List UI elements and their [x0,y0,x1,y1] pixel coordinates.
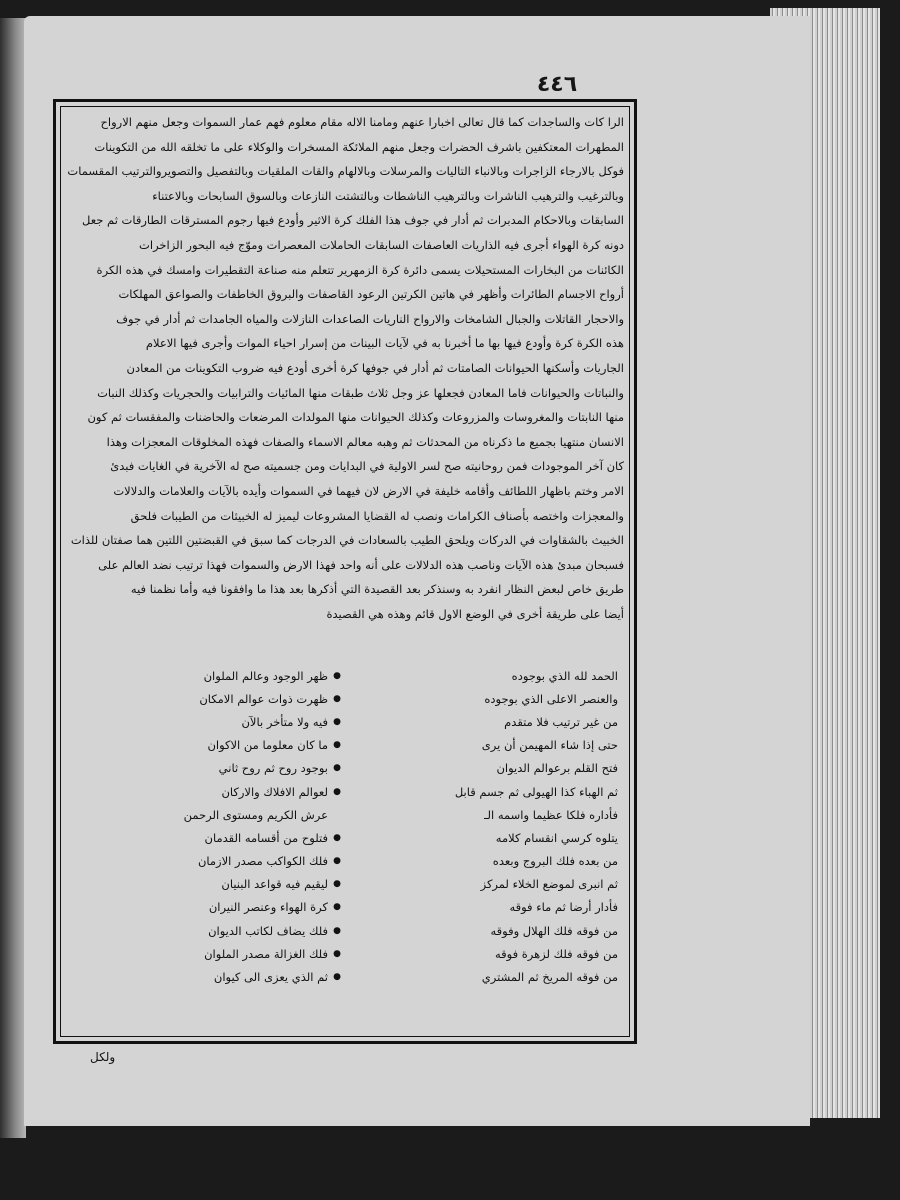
second-hemistich: ظهر الوجود وعالم الملوان [203,668,328,683]
second-hemistich: فلك يضاف لكاتب الديوان [208,923,328,938]
prose-line: وبالترغيب والترهيب الناشرات وبالترهيب الناشطات وبالتشتت النازعات وبالسوق السابحات وبالاعتناء [152,188,624,203]
poem-verse [78,757,618,780]
prose-line: أرواح الاجسام الطائرات وأظهر في هاتين الكرتين الرعود القاصفات والبروق الخاطفات والصواعق المهلكات [118,287,624,302]
second-hemistich: لعوالم الافلاك والاركان [221,784,328,799]
poem-verse [78,664,618,687]
first-hemistich: فأدار أرضا ثم ماء فوقه [509,900,618,915]
first-hemistich: من فوقه فلك الهلال وفوقه [490,923,618,938]
poem [78,664,618,1036]
verse-separator: ● [333,786,341,797]
poem-verse [78,942,618,965]
verse-separator: ● [333,670,341,681]
poem-verse [78,826,618,849]
verse-separator: ● [333,740,341,751]
first-hemistich: ثم الهباء كذا الهيولى ثم جسم قابل [454,784,618,799]
first-hemistich: ثم انبرى لموضع الخلاء لمركز [480,877,618,892]
prose-line: هذه الكرة كرة وأودع فيها بها ما أخبرنا به في لآيات البينات من إسرار احياء الموات وأجرى فيها الاعلام [145,336,624,351]
poem-verse [78,873,618,896]
second-hemistich: بوجود روح ثم روح ثاني [218,761,328,776]
prose-line: والنباتات والحيوانات فاما المعادن فجعلها عز وجل ثلاث طبقات منها المائيات والترابيات والحجريات وكذلك النبات [97,385,624,400]
prose-line: طريق خاص لبعض النظار انفرد به وسنذكر بعد القصيدة التي أذكرها بعد هذا ما وافقونا فيه وأما نظمنا فيه [130,582,624,597]
prose-line: والاحجار القاتلات والجبال الشامخات والارواح الناريات الصاعدات النازلات والمياه الجامدات ثم أدار في جوف [116,311,624,326]
second-hemistich: فلك الكواكب مصدر الازمان [197,854,328,869]
verse-separator: ● [333,925,341,936]
first-hemistich: فأداره فلكا عظيما واسمه الـ [484,807,618,822]
verse-separator: ● [333,972,341,983]
prose-line: المطهرات المعتكفين باشرف الحضرات وجعل منهم الملائكة المسخرات والوكلاء على ما تخلقه الله من التكوينات [94,139,624,154]
second-hemistich: فتلوح من أقسامه القدمان [204,830,328,845]
prose-line: والمعجزات واختصه بأصناف الكرامات ونصب له القضايا المشروعات ليميز له الخبيثات من الطيبات فلحق [130,508,624,523]
poem-verse [78,803,618,826]
prose-line: منها النابتات والمغروسات والمزروعات وكذلك الحيوانات منها المولدات المرضعات والحاضنات والمفقسات ثم كون [87,410,624,425]
poem-verse [78,919,618,942]
catchword: ولكل [90,1050,116,1064]
verse-separator: ● [333,879,341,890]
first-hemistich: من بعده فلك البروج وبعده [492,854,618,869]
first-hemistich: الحمد لله الذي بوجوده [511,668,618,683]
prose-line: كان آخر الموجودات فمن روحانيته صح لسر الاولية في البدايات ومن جسميته صح له الآخرية في الغايات فبدئ [110,459,624,474]
second-hemistich: ليقيم فيه قواعد البنيان [221,877,328,892]
page-number: ٤٤٦ [536,72,578,97]
verse-separator: ● [333,832,341,843]
verse-separator: ● [333,716,341,727]
first-hemistich: حتى إذا شاء المهيمن أن يرى [481,738,618,753]
poem-verse [78,734,618,757]
poem-verse [78,687,618,710]
verse-separator: ● [333,693,341,704]
poem-verse [78,780,618,803]
prose-line: السابقات وبالاحكام المدبرات ثم أدار في جوف هذا الفلك كرة الاثير وأودع فيها رجوم المسترقات الطارقات ثم جعل [82,213,624,228]
poem-verse [78,850,618,873]
first-hemistich: يتلوه كرسي انقسام كلامه [495,830,618,845]
prose-line: فسبحان مبدئ هذه الآيات وناصب هذه الدلالات على أنه واحد فهذا الارض والسموات فهذا ترتيب نضد العالم على [98,557,624,572]
first-hemistich: من غير ترتيب فلا متقدم [504,714,618,729]
poem-verse [78,896,618,919]
second-hemistich: عرش الكريم ومستوى الرحمن [183,807,328,822]
prose-body [66,110,624,666]
prose-line: الخبيث بالشقاوات في الدركات ويلحق الطيب بالسعادات في الدرجات كما سبق في القبضتين اللتين هما صفتان للذات [70,533,624,548]
verse-separator: ● [333,856,341,867]
prose-line: الانسان منتهيا بجميع ما ذكرناه من المحدثات ثم وهبه معالم الاسماء والصفات فهذه المخلوقات المعجزات وهذا [106,434,624,449]
second-hemistich: كرة الهواء وعنصر النيران [208,900,328,915]
prose-line: دونه كرة الهواء أجرى فيه الذاريات العاصفات السابقات الحاملات المعصرات وموّج فيه البحور الزاخرات [139,237,624,252]
prose-line: فوكل بالارجاء الزاجرات وبالانباء التاليات والمرسلات وبالالهام والقات الملقيات وبالتفصيل والتصويروالترتيب المقسمات [67,164,624,179]
verse-separator: ● [333,948,341,959]
prose-line: الرا كات والساجدات كما قال تعالى اخبارا عنهم ومامنا الاله مقام معلوم فهم عمار السموات وجعل منهم الارواح [100,115,624,129]
second-hemistich: ظهرت ذوات عوالم الامكان [199,691,328,706]
first-hemistich: فتح القلم برعوالم الديوان [496,761,618,776]
facing-page-edge [0,18,26,1138]
second-hemistich: ثم الذي يعزى الى كيوان [213,970,328,985]
prose-line: الجاريات وأسكنها الحيوانات الصامتات ثم أدار في جوفها كرة أخرى أودع فيه ضروب التكوينات من المعادن [126,360,624,375]
poem-verse [78,710,618,733]
poem-verse [78,965,618,988]
prose-line: الامر وختم باظهار اللطائف وأقامه خليفة في الارض لان فيهما في السموات وأيده بالآيات والعلامات والدلالات [113,483,624,498]
prose-line: أيضا على طريقة أخرى في الوضع الاول قائم وهذه هي القصيدة [326,606,624,621]
first-hemistich: من فوقه المريخ ثم المشتري [481,970,618,985]
verse-separator: ● [333,902,341,913]
first-hemistich: والعنصر الاعلى الذي بوجوده [484,691,618,706]
first-hemistich: من فوقه فلك لزهرة فوقه [494,946,618,961]
prose-line: الكائنات من البخارات المستحيلات يسمى دائرة كرة الزمهرير تتعلم منه صناعة التقطيرات وامسك في هذه الكرة [96,262,624,277]
verse-separator: ● [333,763,341,774]
second-hemistich: ما كان معلوما من الاكوان [207,738,328,753]
second-hemistich: فلك الغزالة مصدر الملوان [204,946,328,961]
second-hemistich: فيه ولا متأخر بالآن [241,714,328,729]
